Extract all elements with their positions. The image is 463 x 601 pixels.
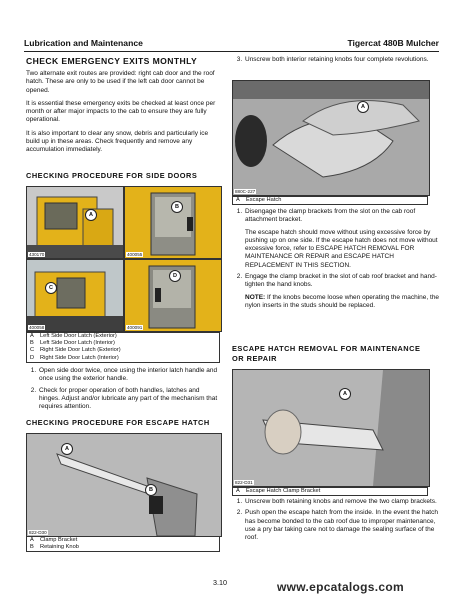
machine-illustration [27,187,123,258]
photo-left-door-exterior [26,186,124,259]
photo-right-door-exterior [26,259,124,332]
photo-code: 880C-227 [235,189,256,194]
clamp-bracket-illustration [233,370,429,486]
photo-code: 400091 [127,325,143,330]
escape-hatch-heading: CHECKING PROCEDURE FOR ESCAPE HATCH [26,418,210,427]
escape-hatch-caption [26,536,220,552]
photo-code: 400058 [29,325,45,330]
removal-caption [232,487,428,496]
callout-a: A [357,101,369,113]
header-rule [24,51,439,52]
caption-row: A Escape Hatch Clamp Bracket [236,488,321,494]
caption-row: A Clamp Bracket [30,537,78,543]
photo-left-door-interior [124,186,222,259]
callout-d: D [169,270,181,282]
callout-b: B [171,201,183,213]
photo-code: 822-D30 [29,530,47,535]
callout-b: B [145,484,157,496]
step-note-paragraph: The escape hatch should move without using excessive force by pushing up on one side. If the escape hatch does not move without excessive force, refer to ESCAPE HATCH REMOVAL FOR MAINTENANCE OR REPAIR and ESCAPE HATCH REPLACEMENT IN THIS SECTION. [245,228,438,269]
callout-a: A [61,443,73,455]
watermark: www.epcatalogs.com [277,580,404,594]
removal-steps [232,498,440,545]
hatch-steps [232,208,440,313]
page-number: 3.10 [213,578,227,587]
photo-code: 400055 [127,252,143,257]
hatch-bracket-illustration [27,434,221,536]
photo-escape-hatch-check [26,433,222,537]
callout-c: C [45,282,57,294]
removal-heading: ESCAPE HATCH REMOVAL FOR MAINTENANCE OR REPAIR [232,344,421,363]
caption-row: D Right Side Door Latch (Interior) [30,354,119,361]
escape-hatch-photo-caption [232,196,428,205]
step-item: 1. Disengage the clamp brackets from the slot on the cab roof attachment bracket. The escape hatch should move without using excessive force by pushing up on one side. If the escape hatch does not move without excessive force, refer to ESCAPE HATCH REMOVAL FOR MAINTENANCE OR REPAIR and ESCAPE HATCH REPLACEMENT IN THIS SECTION. [244,208,440,270]
step-item: 3. Unscrew both interior retaining knobs four complete revolutions. [244,56,440,64]
step-item: 1. Open side door twice, once using the interior latch handle and once using the exterior handle. [38,367,220,384]
section-title: CHECK EMERGENCY EXITS MONTHLY [26,56,198,66]
para-check-monthly: It is essential these emergency exits be checked at least once per month or after major impacts to the cab to ensure they are fully operational. [26,99,216,124]
photo-code: 822-D31 [235,480,253,485]
header-right: Tigercat 480B Mulcher [347,38,439,48]
step-item: 1. Unscrew both retaining knobs and remove the two clamp brackets. [244,498,440,506]
step-item: 2. Push open the escape hatch from the inside. In the event the hatch has become bonded to the cab roof due to improper maintenance, use a pry bar taking care not to damage the sealing surface of the roof. [244,509,440,542]
note-paragraph: NOTE: If the knobs become loose when operating the machine, the nylon inserts in the studs should be replaced. [245,293,440,309]
para-exit-routes: Two alternate exit routes are provided: right cab door and the roof hatch. These are only to be used if the left cab door cannot be opened. [26,70,215,94]
step-three-list [232,56,440,67]
machine-right-illustration [27,260,123,331]
caption-row: C Right Side Door Latch (Exterior) [30,347,121,354]
caption-row: B Left Side Door Latch (Interior) [30,340,115,347]
photo-hatch-clamp-bracket [232,369,430,487]
photo-escape-hatch [232,80,430,196]
photo-code: 430170 [29,252,45,257]
step-item: 2. Check for proper operation of both handles, latches and hinges. Adjust and/or lubricate any part of the mechanism that requires attention. [38,387,220,412]
callout-a: A [339,388,351,400]
side-doors-steps [26,367,220,414]
para-clear-debris: It is also important to clear any snow, debris and particularly ice build up in these areas. Check frequently and remove any accumulation immediately. [26,129,209,154]
callout-a: A [85,209,97,221]
left-column [26,56,220,155]
caption-row: A Left Side Door Latch (Exterior) [30,333,117,339]
door-interior-illustration [125,187,221,258]
caption-row: B Retaining Knob [30,544,79,551]
header-left: Lubrication and Maintenance [24,38,143,48]
side-doors-heading: CHECKING PROCEDURE FOR SIDE DOORS [26,171,198,180]
photo-right-door-interior [124,259,222,332]
hatch-arm-illustration [233,81,429,195]
side-doors-caption [26,332,220,363]
caption-row: A Escape Hatch [236,197,282,203]
step-item: 2. Engage the clamp bracket in the slot of cab roof bracket and hand-tighten the hand knobs. NOTE: If the knobs become loose when operating the machine, the nylon inserts in the studs should be replaced. [244,273,440,310]
